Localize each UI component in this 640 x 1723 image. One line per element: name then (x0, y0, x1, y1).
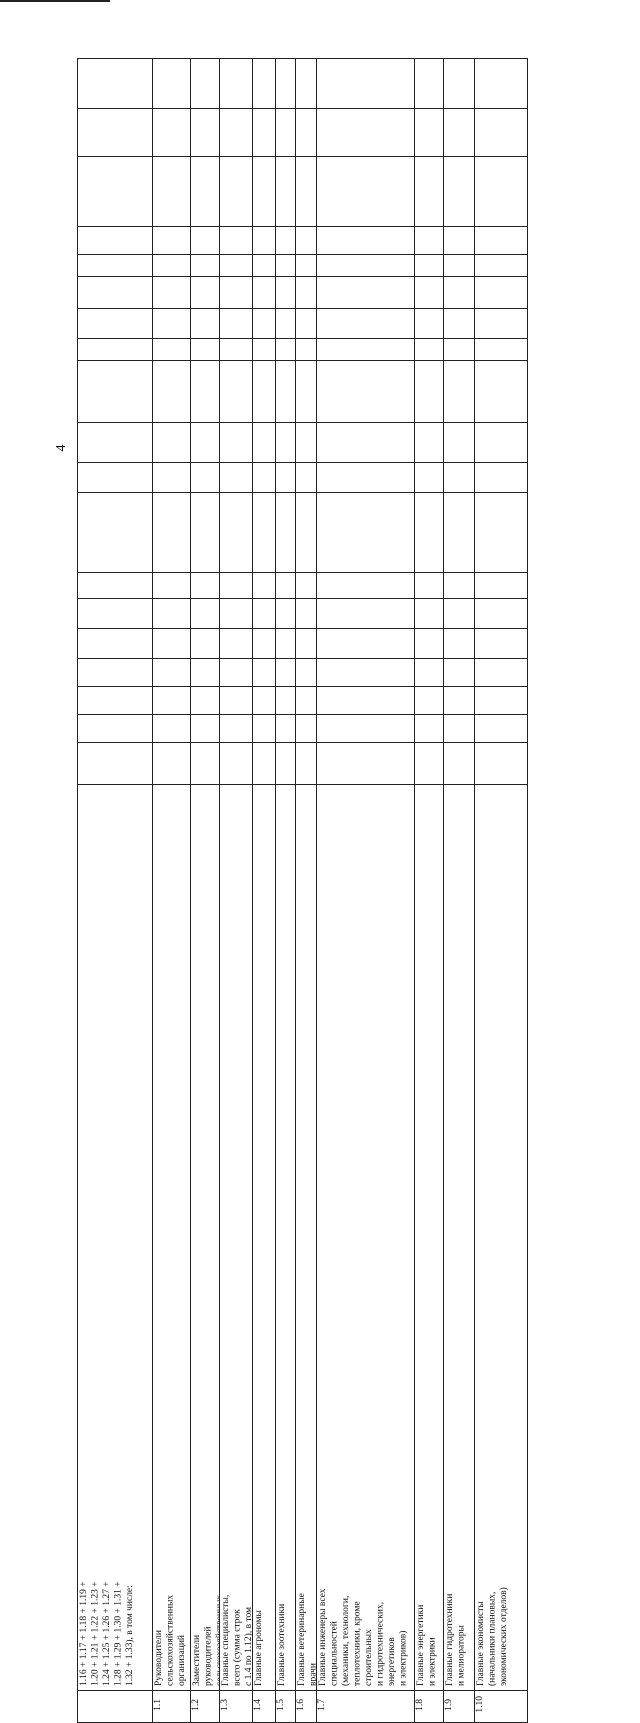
table-cell (296, 629, 316, 659)
table-cell (444, 339, 475, 361)
table-cell (78, 629, 153, 659)
table-cell (475, 687, 528, 715)
row-number-cell (191, 1691, 220, 1723)
row-number-cell (253, 1691, 276, 1723)
table-cell (444, 629, 475, 659)
table-cell (316, 715, 414, 743)
table-cell (220, 687, 253, 715)
row-number (153, 1699, 163, 1715)
table-cell (475, 157, 528, 227)
table-cell (220, 255, 253, 277)
table-cell (444, 109, 475, 157)
table-cell (316, 309, 414, 339)
table-cell (78, 659, 153, 687)
table-cell (276, 423, 296, 463)
row-label (191, 785, 219, 1690)
table-cell (78, 157, 153, 227)
table-cell (78, 109, 153, 157)
table-cell (253, 715, 276, 743)
table-cell (414, 599, 444, 629)
row-number (415, 1699, 425, 1715)
table-cell (220, 277, 253, 309)
table-cell (276, 599, 296, 629)
table-cell (153, 743, 191, 785)
table-cell (475, 573, 528, 599)
row-number (191, 1699, 201, 1715)
table-cell (316, 59, 414, 109)
table-cell (276, 743, 296, 785)
table-cell (475, 109, 528, 157)
table-cell (475, 255, 528, 277)
row-label (444, 785, 469, 1690)
table-cell (316, 687, 414, 715)
table-cell (316, 573, 414, 599)
table-cell (414, 715, 444, 743)
table-cell (316, 227, 414, 255)
table-cell (316, 629, 414, 659)
table-cell (220, 493, 253, 573)
table-cell (153, 629, 191, 659)
table-cell (78, 339, 153, 361)
table-cell (296, 109, 316, 157)
row-label (317, 785, 411, 1690)
table-cell (153, 423, 191, 463)
row-label (253, 785, 267, 1690)
table-cell (414, 687, 444, 715)
table-cell (316, 109, 414, 157)
table-cell (78, 573, 153, 599)
table-cell (153, 687, 191, 715)
table-cell (475, 309, 528, 339)
table-cell (191, 629, 220, 659)
table-cell (414, 493, 444, 573)
table-cell (78, 423, 153, 463)
table-cell (444, 463, 475, 493)
table-cell (78, 277, 153, 309)
table-cell (78, 59, 153, 109)
table-cell (191, 339, 220, 361)
table-cell (296, 493, 316, 573)
table-cell (316, 255, 414, 277)
table-cell (153, 109, 191, 157)
table-cell (444, 573, 475, 599)
table-cell (444, 309, 475, 339)
row-number (220, 1699, 230, 1715)
table-cell (220, 109, 253, 157)
table-cell (296, 59, 316, 109)
table-cell (191, 743, 220, 785)
page-number: 4 (54, 438, 70, 458)
table-cell (191, 715, 220, 743)
table-cell (444, 255, 475, 277)
table-cell (78, 361, 153, 423)
row-number (444, 1699, 454, 1715)
row-number-cell (414, 1691, 444, 1723)
table-cell (296, 255, 316, 277)
row-number-cell (220, 1691, 253, 1723)
table-cell (296, 227, 316, 255)
table-cell (296, 659, 316, 687)
table-cell (414, 109, 444, 157)
table-cell (153, 599, 191, 629)
table-cell (220, 157, 253, 227)
table-cell (253, 255, 276, 277)
table-cell (153, 493, 191, 573)
table-cell (191, 227, 220, 255)
table-cell (153, 573, 191, 599)
table-cell (191, 573, 220, 599)
table-cell (153, 277, 191, 309)
row-label-cell (414, 785, 444, 1691)
table-cell (253, 309, 276, 339)
table-cell (191, 493, 220, 573)
table-cell (153, 715, 191, 743)
table-cell (78, 687, 153, 715)
table-cell (475, 743, 528, 785)
row-label-cell (253, 785, 276, 1691)
row-number-cell (276, 1691, 296, 1723)
table-cell (475, 463, 528, 493)
table-cell (253, 687, 276, 715)
table-cell (220, 629, 253, 659)
table-cell (253, 463, 276, 493)
table-cell (276, 573, 296, 599)
table-cell (414, 59, 444, 109)
table-cell (414, 423, 444, 463)
table-cell (220, 743, 253, 785)
table-cell (153, 227, 191, 255)
table-cell (444, 277, 475, 309)
table-cell (276, 157, 296, 227)
table-cell (316, 361, 414, 423)
table-cell (191, 255, 220, 277)
table-cell (220, 309, 253, 339)
table-cell (296, 339, 316, 361)
table-cell (414, 227, 444, 255)
row-number-cell (444, 1691, 475, 1723)
table-cell (253, 277, 276, 309)
table-cell (220, 423, 253, 463)
table-cell (444, 659, 475, 687)
table-cell (253, 227, 276, 255)
table-cell (78, 227, 153, 255)
table-cell (414, 629, 444, 659)
table-cell (276, 255, 296, 277)
table-cell (475, 339, 528, 361)
table-cell (191, 109, 220, 157)
table-cell (414, 659, 444, 687)
row-number-cell (153, 1691, 191, 1723)
table-cell (316, 277, 414, 309)
table-cell (153, 255, 191, 277)
table-cell (276, 629, 296, 659)
row-number-cell (316, 1691, 414, 1723)
table-cell (78, 599, 153, 629)
table-cell (296, 361, 316, 423)
table-cell (253, 573, 276, 599)
table-cell (191, 463, 220, 493)
row-number-cell (78, 1691, 153, 1723)
table-cell (475, 59, 528, 109)
table-cell (475, 423, 528, 463)
table-cell (78, 255, 153, 277)
row-number (317, 1699, 327, 1715)
row-number (276, 1699, 286, 1715)
table-cell (316, 463, 414, 493)
table-cell (444, 157, 475, 227)
table-cell (276, 493, 296, 573)
table-cell (191, 423, 220, 463)
table-cell (475, 493, 528, 573)
table-cell (191, 599, 220, 629)
top-rule (0, 0, 110, 2)
row-label (475, 785, 512, 1690)
table-cell (220, 599, 253, 629)
table-cell (253, 361, 276, 423)
table-cell (276, 339, 296, 361)
table-cell (296, 599, 316, 629)
row-label-cell (153, 785, 191, 1691)
row-label-cell (296, 785, 316, 1691)
data-table (77, 58, 528, 833)
table-cell (253, 109, 276, 157)
table-cell (253, 743, 276, 785)
row-number (475, 1696, 485, 1717)
table-cell (276, 463, 296, 493)
row-label (415, 785, 440, 1690)
table-cell (316, 493, 414, 573)
table-cell (414, 463, 444, 493)
table-cell (220, 463, 253, 493)
table-cell (414, 361, 444, 423)
table-cell (276, 659, 296, 687)
table-cell (414, 157, 444, 227)
table-cell (253, 599, 276, 629)
table-cell (220, 227, 253, 255)
table-cell (444, 493, 475, 573)
table-cell (220, 59, 253, 109)
table-cell (296, 157, 316, 227)
table-cell (316, 743, 414, 785)
table-cell (191, 687, 220, 715)
table-cell (220, 339, 253, 361)
table-cell (414, 743, 444, 785)
table-cell (191, 659, 220, 687)
table-cell (253, 629, 276, 659)
table-cell (191, 59, 220, 109)
table-cell (444, 715, 475, 743)
table-cell (153, 339, 191, 361)
table-cell (316, 339, 414, 361)
table-cell (253, 339, 276, 361)
table-cell (153, 157, 191, 227)
table-cell (276, 361, 296, 423)
table-cell (475, 227, 528, 255)
table-cell (475, 659, 528, 687)
table-cell (253, 493, 276, 573)
table-cell (153, 659, 191, 687)
table-cell (475, 277, 528, 309)
table-cell (444, 227, 475, 255)
table-cell (191, 157, 220, 227)
table-cell (153, 361, 191, 423)
table-cell (414, 277, 444, 309)
table-cell (444, 599, 475, 629)
table-cell (316, 659, 414, 687)
table-cell (78, 715, 153, 743)
table-cell (414, 339, 444, 361)
row-number-cell (296, 1691, 316, 1723)
table-cell (220, 659, 253, 687)
table-cell (220, 361, 253, 423)
table-cell (296, 743, 316, 785)
table-cell (253, 59, 276, 109)
table-cell (276, 277, 296, 309)
row-label (276, 785, 290, 1690)
table-cell (296, 309, 316, 339)
table-cell (475, 599, 528, 629)
table-cell (153, 59, 191, 109)
table-cell (414, 309, 444, 339)
table-cell (316, 157, 414, 227)
table-cell (475, 715, 528, 743)
table-cell (78, 743, 153, 785)
row-label-cell (191, 785, 220, 1691)
table-cell (296, 573, 316, 599)
table-cell (444, 361, 475, 423)
row-number (296, 1699, 306, 1715)
row-label-cell (444, 785, 475, 1691)
table-cell (220, 573, 253, 599)
row-label (296, 785, 316, 1690)
table-cell (78, 309, 153, 339)
table-cell (276, 309, 296, 339)
table-cell (444, 423, 475, 463)
table-cell (444, 743, 475, 785)
table-cell (220, 715, 253, 743)
table-cell (296, 715, 316, 743)
table-cell (296, 423, 316, 463)
table-cell (191, 277, 220, 309)
table-cell (78, 463, 153, 493)
table-cell (414, 573, 444, 599)
table-cell (475, 361, 528, 423)
row-number (253, 1699, 263, 1715)
table-cell (276, 715, 296, 743)
table-cell (475, 629, 528, 659)
table-cell (153, 463, 191, 493)
table-cell (253, 157, 276, 227)
row-label (78, 785, 138, 1690)
table-cell (414, 255, 444, 277)
row-label-cell (316, 785, 414, 1691)
row-label-cell (220, 785, 253, 1691)
table-cell (276, 59, 296, 109)
table-cell (444, 687, 475, 715)
table-cell (78, 493, 153, 573)
table-cell (444, 59, 475, 109)
table-cell (276, 687, 296, 715)
table-cell (296, 687, 316, 715)
table-cell (316, 423, 414, 463)
row-label-cell (475, 785, 528, 1691)
table-cell (253, 423, 276, 463)
row-label (153, 785, 190, 1690)
table-cell (276, 109, 296, 157)
table-cell (191, 361, 220, 423)
table-cell (316, 599, 414, 629)
row-number-cell (475, 1691, 528, 1723)
row-label-cell (276, 785, 296, 1691)
row-label-cell (78, 785, 153, 1691)
row-label (220, 785, 253, 1690)
table-cell (296, 463, 316, 493)
table-cell (296, 277, 316, 309)
table-cell (191, 309, 220, 339)
table-cell (253, 659, 276, 687)
table-cell (276, 227, 296, 255)
table-cell (153, 309, 191, 339)
